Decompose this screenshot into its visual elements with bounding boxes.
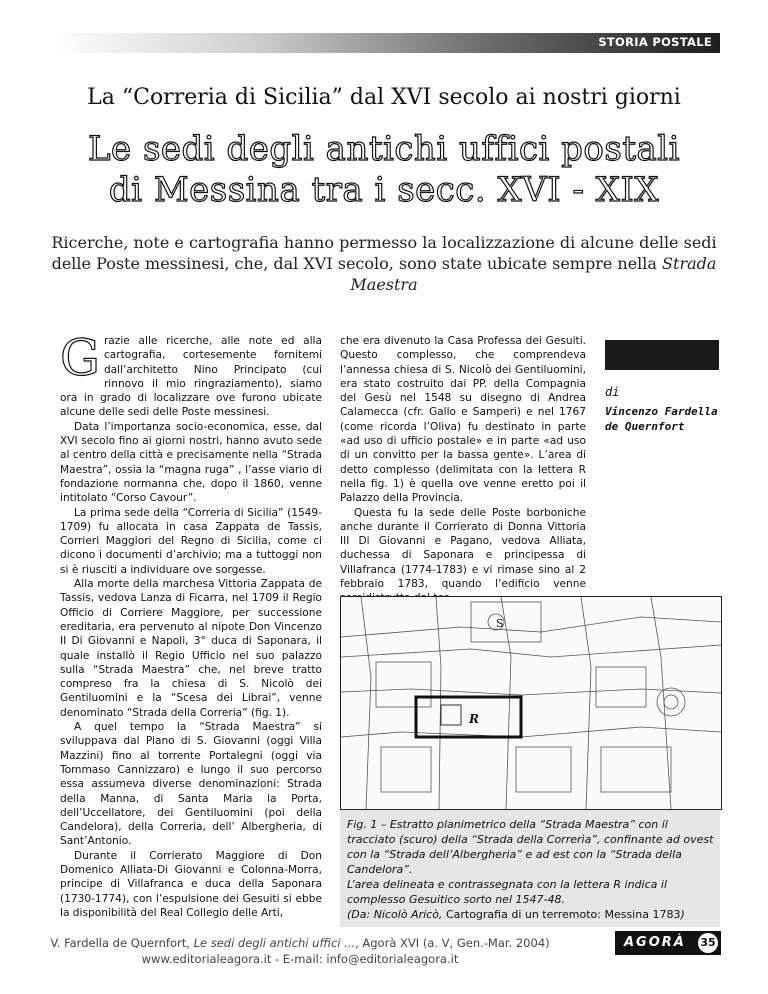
column-1 (60, 329, 322, 919)
title-line-1: Le sedi degli antichi uffici postali (87, 129, 681, 169)
brand-logo: AGORÀ (624, 935, 686, 950)
map-plan (341, 597, 721, 809)
footer-contacts: www.editorialeagora.it - E-mail: info@editorialeagora.it (141, 952, 459, 966)
column-2 (340, 334, 586, 591)
paragraph-8: Questa fu la sede delle Poste borboniche anche durante il Corrierato di Donna Vittoria III Di Giovanni e Pagano, vedova Alliata, duchessa di Saponara e principessa di Villafranca (1774-1783) e vi rimase sino al 2 febbraio 1783, quando l’edificio venne (340, 506, 586, 591)
caption-line-3: (Da: Nicolò Aricò, Cartografia di un terremoto: Messina 1783) (347, 908, 685, 921)
paragraph-7: che era divenuto la Casa Professa dei Gesuiti. Questo complesso, che comprendeva l’annessa chiesa di S. Nicolò dei Gentiluomini, era stato costruito dai PP. della Compagnia del Gesù nel 1548 su disegno di Andrea Calamecca (cfr. Gallo e Samperi) e nel 1767 (come ricorda l’Oliva) fu destinato in parte «ad uso di ufficio postale» e in parte «ad uso di un convitto per la bassa gente». L’area di detto complesso (delimitata con la lettera R nella fig. 1) è quella ove venne eretto poi il Palazzo della Provincia. (340, 335, 586, 505)
subtitle-text: Ricerche, note e cartografia hanno permesso la localizzazione di alcune delle sedi delle Poste messinesi, che, dal XVI secolo, sono state ubicate sempre nella (51, 233, 717, 273)
map-label-s: S (496, 617, 504, 630)
drop-cap: G (60, 329, 100, 387)
author-box (605, 340, 719, 370)
section-label: STORIA POSTALE (598, 35, 712, 49)
article-title (0, 129, 768, 211)
page-number: 35 (698, 933, 718, 953)
paragraph-2: Data l’importanza socio-economica, esse, dal XVI secolo fino ai giorni nostri, hanno avuto sede al centro della città e precisamente nella “Strada Maestra”, ossia la “magna ruga” , l’asse viario di fondazione normanna che, dopo il 1860, venne intitolato “Corso Cavour”. (60, 420, 322, 505)
subtitle (30, 232, 738, 295)
title-line-2: di Messina tra i secc. XVI - XIX (108, 170, 660, 210)
paragraph-1: Grazie alle ricerche, alle note ed alla cartografia, cortesemente fornitemi dall’architetto Nino Principato (cui rinnovo il mio ringraziamento), siamo ora in grado di localizzare ove furono ubicate alcune delle sedi delle Poste messinesi. (60, 329, 322, 419)
paragraph-3: La prima sede della “Correria di Sicilia” (1549-1709) fu allocata in casa Zappata de Tassis, Corrieri Maggiori del Regno di Sicilia, come ci dicono i documenti d’archivio; ma a tuttoggi non si è riusciti a individuare ove sorgesse. (60, 506, 322, 576)
paragraph-6: Durante il Corrierato Maggiore di Don Domenico Alliata-Di Giovanni e Colonna-Morra, principe di Villafranca e duca della Saponara (1730-1774), con l’espulsione dei Gesuiti si ebbe la disponibilità del Real Collegio delle Arti, (60, 849, 322, 919)
figure-caption (340, 810, 720, 927)
caption-line-2: L’area delineata e contrassegnata con la lettera R indica il complesso Gesuitico sorto nel 1547-48. (347, 878, 667, 906)
author-prefix: di (605, 385, 620, 399)
subtitle-emph: Strada Maestra (350, 254, 717, 294)
footer-line-1: V. Fardella de Quernfort, Le sedi degli antichi uffici ..., Agorà XVI (a. V, Gen.-Mar. 2004) (50, 936, 550, 950)
caption-line-1: Fig. 1 – Estratto planimetrico della “Strada Maestra” con il tracciato (scuro) della “Strada della Correrìa”, confinante ad ovest con la “Strada dell’Albergheria” e ad est con la “Strada della Candelora”. (347, 818, 714, 876)
paragraph-5: A quel tempo la “Strada Maestra” si sviluppava dal Piano di S. Giovanni (oggi Villa Mazzini) fino al torrente Portalegni (oggi via Tommaso Cannizzaro) e lungo il suo percorso essa assumeva diverse denominazioni: Strada della Manna, di Santa Maria la Porta, dell’Uccellatore, dei Gentiluomini (poi della Candelora), della Correria, dell’ Albergheria, di Sant’Antonio. (60, 721, 322, 848)
map-figure (340, 596, 722, 810)
map-label-r: R (469, 712, 479, 726)
kicker: La “Correria di Sicilia” dal XVI secolo ai nostri giorni (87, 85, 681, 110)
author-name: Vincenzo Fardella de Quernfort (605, 405, 718, 433)
footer-citation (0, 935, 600, 967)
paragraph-4: Alla morte della marchesa Vittoria Zappata de Tassis, vedova Lanza di Ficarra, nel 1709 il Regio Officio di Corriere Maggiore, per successione ereditaria, era pervenuto al nipote Don Vincenzo II Di Giovanni e Napoli, 3° duca di Saponara, il quale installò il Regio Ufficio nel suo palazzo sulla “Strada Maestra” che, nel breve tratto compreso fra la chiesa di S. Nicolò dei Gentiluomini e la “Scesa dei Librai”, venne denominato “Strada della Correria” (fig. 1). (60, 578, 322, 719)
